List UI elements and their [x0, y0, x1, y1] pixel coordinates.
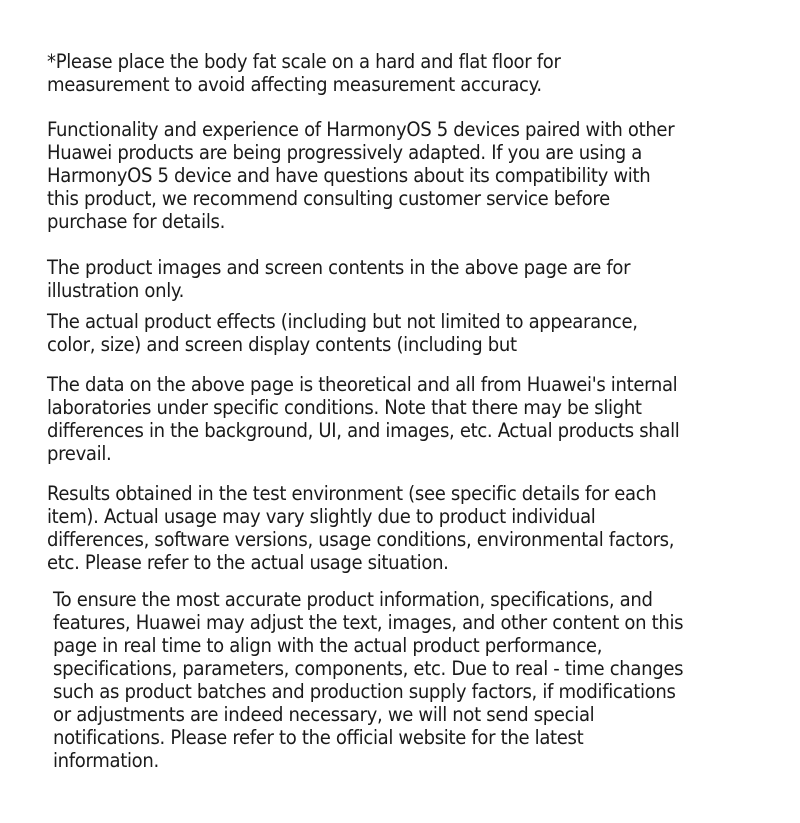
- harmonyos-compatibility-note: Functionality and experience of HarmonyOS 5 devices paired with other Huawei products are being progressively adapted. If you are using a HarmonyOS 5 device and have questions about its compatibility with this product, we recommend consulting customer service before purchase for details.: [47, 118, 675, 233]
- test-environment-note: Results obtained in the test environment (see specific details for each item). Actual usage may vary slightly due to product individual differences, software versions, usage conditions, environmental factors, etc. Please refer to the actual usage situation.: [47, 482, 675, 574]
- actual-product-effects-note: The actual product effects (including but not limited to appearance, color, size) and screen display contents (including but: [47, 310, 638, 356]
- illustration-only-note: The product images and screen contents in the above page are for illustration only.: [47, 256, 631, 302]
- scale-placement-note: *Please place the body fat scale on a hard and flat floor for measurement to avoid affecting measurement accuracy.: [47, 50, 561, 96]
- content-adjustment-note: To ensure the most accurate product information, specifications, and features, Huawei may adjust the text, images, and other content on this page in real time to align with the actual product performance, specifications, parameters, components, etc. Due to real - time changes such as product batches and production supply factors, if modifications or adjustments are indeed necessary, we will not send special notifications. Please refer to the official website for the latest information.: [53, 588, 684, 772]
- theoretical-data-note: The data on the above page is theoretical and all from Huawei's internal laboratories under specific conditions. Note that there may be slight differences in the background, UI, and images, etc. Actual products shall prevail.: [47, 373, 680, 465]
